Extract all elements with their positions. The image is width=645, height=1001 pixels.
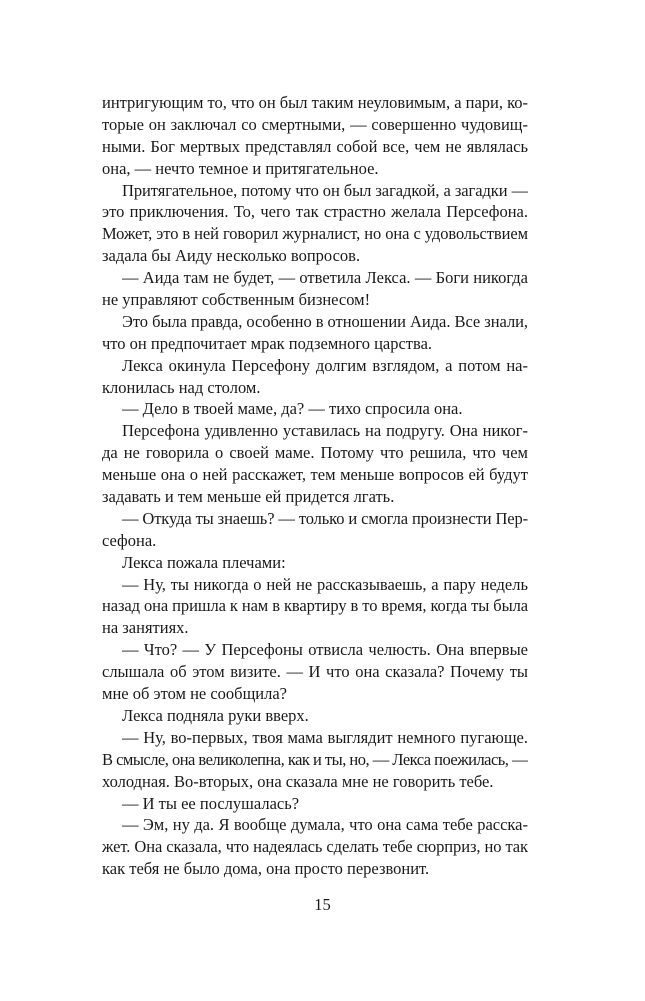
text-line: что он предпочитает мрак подземного царства. <box>102 333 433 353</box>
text-line: интригующим то, что он был таким неуловимым, а пари, ко- <box>102 93 528 112</box>
text-line-row <box>102 114 528 136</box>
text-line: жет. Она сказала, что надеялась сделать тебе сюрприз, но так <box>102 837 528 857</box>
text-line-row <box>102 639 528 661</box>
text-line-row <box>102 442 528 464</box>
text-line: она, — нечто темное и притягательное. <box>102 158 379 178</box>
text-line: задала бы Аиду несколько вопросов. <box>102 246 361 266</box>
text-line-row <box>102 727 528 749</box>
text-line-row <box>102 355 528 377</box>
text-line-row <box>102 136 528 158</box>
text-line: Притягательное, потому что он был загадкой, а загадки — <box>122 180 528 200</box>
text-line: слышала об этом визите. — И что она сказала? Почему ты <box>102 662 528 682</box>
text-line: задавать и тем меньше ей придется лгать. <box>102 487 395 507</box>
text-line-row <box>102 333 528 355</box>
text-line: Лекса пожала плечами: <box>122 552 286 572</box>
text-line: ными. Бог мертвых представлял собой все, чем не являлась <box>102 136 528 156</box>
text-line-row <box>102 836 528 858</box>
text-line-row <box>102 705 528 727</box>
text-line: Лекса подняла руки вверх. <box>122 705 309 725</box>
text-line-row <box>102 223 528 245</box>
text-line: да не говорила о своей маме. Потому что решила, что чем <box>102 443 528 463</box>
text-line-row <box>102 311 528 333</box>
text-line: холодная. Во-вторых, она сказала мне не говорить тебе. <box>102 771 494 791</box>
page-number: 15 <box>314 895 331 914</box>
text-line: торые он заключал со смертными, — совершенно чудовищ- <box>102 114 528 134</box>
text-line: Персефона удивленно уставилась на подругу. Она никог- <box>122 421 528 441</box>
text-line-row <box>102 771 528 793</box>
text-line: клонилась над столом. <box>102 377 261 397</box>
text-line-row <box>102 420 528 442</box>
text-line: — Ну, ты никогда о ней не рассказываешь, а пару недель <box>122 574 528 594</box>
text-line: это приключения. То, чего так страстно желала Персефона. <box>102 202 528 222</box>
text-line-row <box>102 92 528 114</box>
text-line-row <box>102 661 528 683</box>
text-line-row <box>102 245 528 267</box>
text-line: сефона. <box>102 530 157 550</box>
text-line: как тебя не было дома, она просто перезвонит. <box>102 859 430 879</box>
text-line-row <box>102 530 528 552</box>
text-line-row <box>102 858 528 880</box>
text-line: В смысле, она великолепна, как и ты, но, — Лекса поежилась, — <box>102 749 528 769</box>
text-line-row <box>102 617 528 639</box>
text-line-row <box>102 464 528 486</box>
text-line: — Эм, ну да. Я вообще думала, что она сама тебе расска- <box>122 815 528 835</box>
text-line: Лекса окинула Персефону долгим взглядом, а потом на- <box>122 355 528 375</box>
text-line-row <box>102 574 528 596</box>
text-line: меньше она о ней расскажет, тем меньше вопросов ей будут <box>102 465 528 485</box>
text-line: мне об этом не сообщила? <box>102 684 287 704</box>
body-text <box>102 92 528 880</box>
text-line-row <box>102 508 528 530</box>
text-line: не управляют собственным бизнесом! <box>102 290 371 310</box>
text-line-row <box>102 793 528 815</box>
text-line-row <box>102 683 528 705</box>
text-line-row <box>102 158 528 180</box>
text-line: — Аида там не будет, — ответила Лекса. — Боги никогда <box>122 268 528 288</box>
text-line: Может, это в ней говорил журналист, но она с удовольствием <box>102 224 528 244</box>
text-line-row <box>102 486 528 508</box>
text-line-row <box>102 398 528 420</box>
text-line-row <box>102 289 528 311</box>
text-line: — И ты ее послушалась? <box>122 793 300 813</box>
text-line-row <box>102 814 528 836</box>
text-line: назад она пришла к нам в квартиру в то время, когда ты была <box>102 596 528 616</box>
text-line-row <box>102 201 528 223</box>
text-line: — Ну, во-первых, твоя мама выглядит немного пугающе. <box>122 727 528 747</box>
text-line-row <box>102 377 528 399</box>
text-line-row <box>102 267 528 289</box>
text-line: на занятиях. <box>102 618 189 638</box>
text-line-row <box>102 180 528 202</box>
text-line: — Дело в твоей маме, да? — тихо спросила она. <box>122 399 463 419</box>
text-line: — Что? — У Персефоны отвисла челюсть. Она впервые <box>122 640 528 660</box>
text-line-row <box>102 749 528 771</box>
text-line-row <box>102 595 528 617</box>
text-line-row <box>102 552 528 574</box>
text-line: Это была правда, особенно в отношении Аида. Все знали, <box>122 311 528 331</box>
text-line: — Откуда ты знаешь? — только и смогла произнести Пер- <box>122 508 528 528</box>
